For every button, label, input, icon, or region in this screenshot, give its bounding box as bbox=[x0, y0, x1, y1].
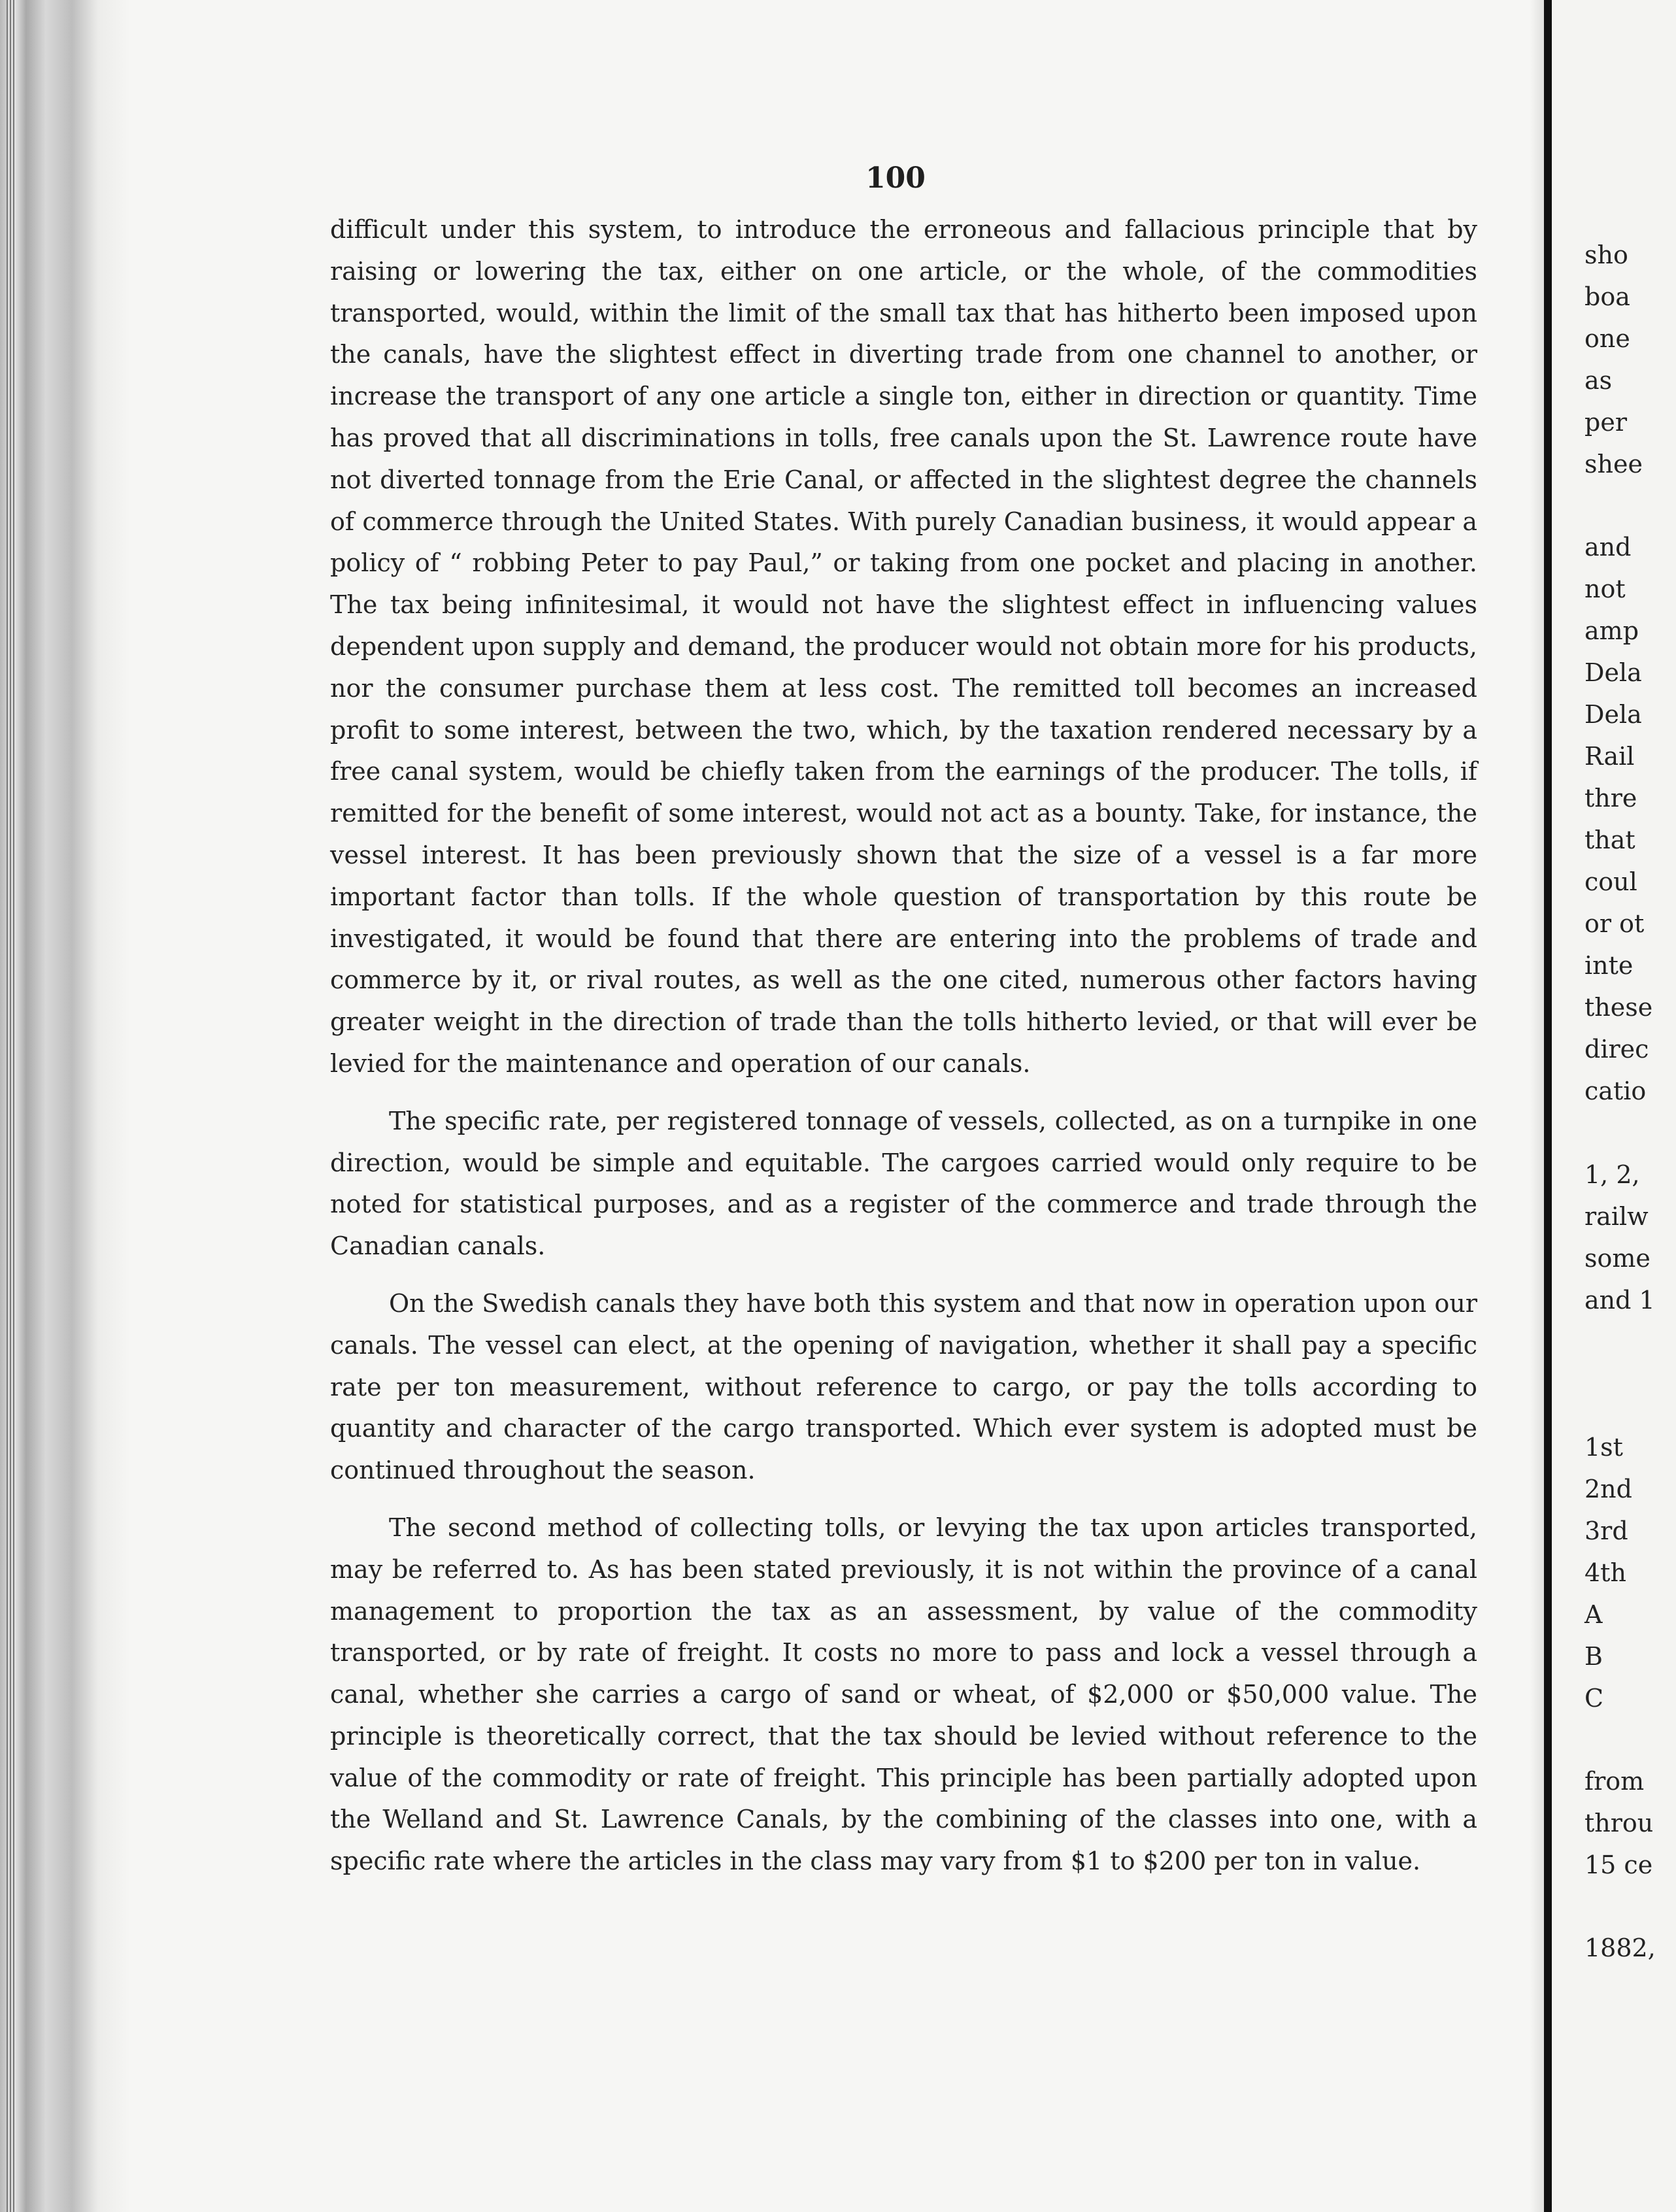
facing-fragment: 1882, bbox=[1584, 1934, 1656, 1962]
facing-fragment: and 1 bbox=[1584, 1286, 1655, 1315]
facing-fragment: 1st bbox=[1584, 1433, 1623, 1462]
book-spine bbox=[1544, 0, 1552, 2212]
paragraph-3: On the Swedish canals they have both this system and that now in operation upon our canals. The vessel can elect, at the opening of navigation, whether it shall pay a specific rate per ton measurement, without reference to cargo, or pay the tolls according to quantity and character of the cargo transported. Which ever system is adopted must be continued throughout the season. bbox=[330, 1288, 1477, 1485]
facing-fragment: thre bbox=[1584, 784, 1637, 813]
facing-fragment: 15 ce bbox=[1584, 1851, 1653, 1879]
facing-fragment: that bbox=[1584, 826, 1635, 854]
facing-fragment: one bbox=[1584, 324, 1630, 353]
paragraph-1: difficult under this system, to introduce the erroneous and fallacious principle that by raising or lowering the tax, either on one article, or the whole, of the commodities transported, would, within the limit of the small tax that has hitherto been imposed upon the canals, have the slightest effect in diverting trade from one channel to another, or increase the transport of any one article a single ton, either in direction or quantity. Time has proved that all discriminations in tolls, free canals upon the St. Lawrence route have not diverted tonnage from the Erie Canal, or affected in the slightest degree the channels of commerce through the United States. With purely Canadian business, it would appear a policy of “ robbing Peter to pay Paul,” or taking from one pocket and placing in another. The tax being infinitesimal, it would not have the slightest effect in influencing values dependent upon supply and demand, the producer would not obtain more for his products, nor the consumer purchase them at less cost. The remitted toll becomes an increased profit to some interest, between the two, which, by the taxation rendered necessary by a free canal system, would be chiefly taken from the earnings of the producer. The tolls, if remitted for the benefit of some interest, would not act as a bounty. Take, for instance, the vessel interest. It has been previously shown that the size of a vessel is a far more important factor than tolls. If the whole question of transportation by this route be investigated, it would be found that there are entering into the problems of trade and commerce by it, or rival routes, as well as the one cited, numerous other factors having greater weight in the direction of trade than the tolls hitherto levied, or that will ever be levied for the maintenance and operation of our canals. bbox=[330, 215, 1477, 1078]
facing-fragment: as bbox=[1584, 366, 1613, 395]
facing-fragment: inte bbox=[1584, 951, 1634, 980]
facing-fragment: Dela bbox=[1584, 700, 1642, 729]
facing-fragment: 4th bbox=[1584, 1558, 1626, 1587]
facing-fragment: and bbox=[1584, 533, 1632, 561]
binding-edge bbox=[0, 0, 131, 2212]
facing-fragment: 2nd bbox=[1584, 1475, 1632, 1503]
facing-fragment: 3rd bbox=[1584, 1517, 1628, 1545]
facing-fragment: from bbox=[1584, 1767, 1645, 1796]
facing-fragment: not bbox=[1584, 575, 1626, 603]
facing-page bbox=[1552, 0, 1676, 2212]
facing-fragment: amp bbox=[1584, 616, 1639, 645]
page-number: 100 bbox=[865, 161, 926, 195]
facing-fragment: A bbox=[1584, 1600, 1603, 1629]
facing-fragment: some bbox=[1584, 1244, 1651, 1273]
facing-fragment: per bbox=[1584, 408, 1627, 437]
facing-fragment: coul bbox=[1584, 867, 1637, 896]
facing-fragment: C bbox=[1584, 1684, 1604, 1713]
paragraph-4: The second method of collecting tolls, or levying the tax upon articles transported, may be referred to. As has been stated previously, it is not within the province of a canal management to proportion the tax as an assessment, by value of the commodity transported, or by rate of freight. It costs no more to pass and lock a vessel through a canal, whether she carries a cargo of sand or wheat, of $2,000 or $50,000 value. The principle is theoretically correct, that the tax should be levied without reference to the value of the commodity or rate of freight. This principle has been partially adopted upon the Welland and St. Lawrence Canals, by the combining of the classes into one, with a specific rate where the articles in the class may vary from $1 to $200 per ton in value. bbox=[330, 1513, 1477, 1876]
facing-fragment: B bbox=[1584, 1642, 1603, 1671]
facing-fragment: Dela bbox=[1584, 658, 1642, 687]
facing-fragment: Rail bbox=[1584, 742, 1635, 771]
facing-fragment: or ot bbox=[1584, 909, 1645, 938]
facing-fragment: these bbox=[1584, 993, 1653, 1022]
body-text bbox=[330, 209, 1477, 1898]
facing-fragment: catio bbox=[1584, 1077, 1647, 1105]
facing-fragment: 1, 2, bbox=[1584, 1160, 1640, 1189]
facing-fragment: direc bbox=[1584, 1035, 1649, 1064]
facing-fragment: shee bbox=[1584, 450, 1643, 478]
facing-fragment: throu bbox=[1584, 1809, 1654, 1837]
facing-fragment: sho bbox=[1584, 241, 1628, 269]
facing-fragment: boa bbox=[1584, 282, 1630, 311]
paragraph-2: The specific rate, per registered tonnage of vessels, collected, as on a turnpike in one direction, would be simple and equitable. The cargoes carried would only require to be noted for statistical purposes, and as a register of the commerce and trade through the Canadian canals. bbox=[330, 1106, 1477, 1261]
facing-fragment: railw bbox=[1584, 1202, 1649, 1231]
